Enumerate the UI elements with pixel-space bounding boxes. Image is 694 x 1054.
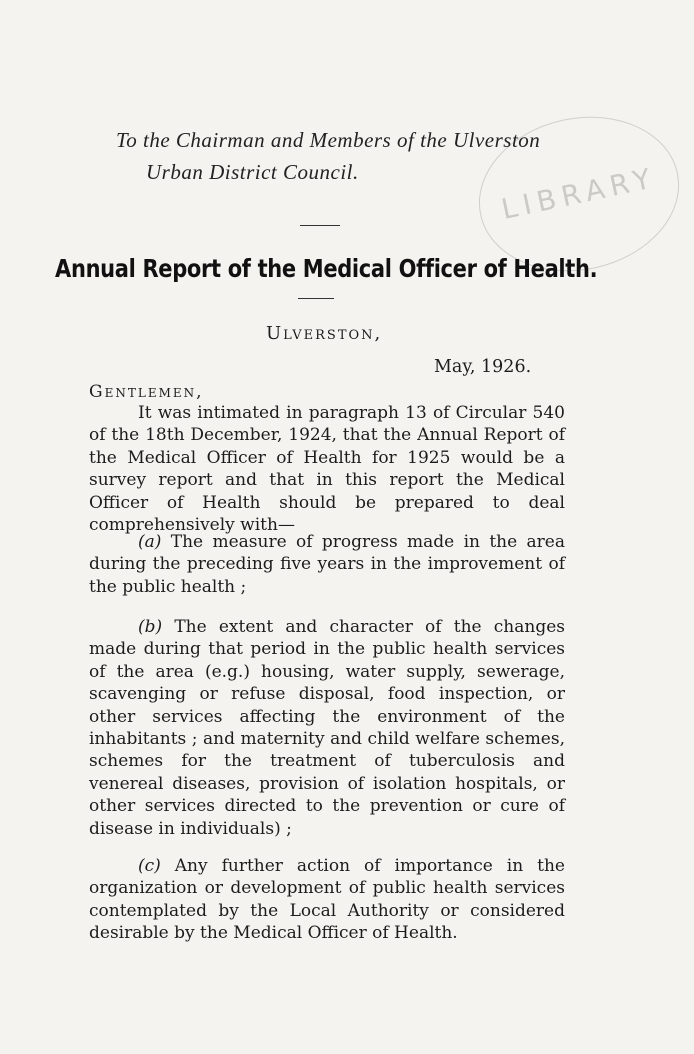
salutation: Gentlemen, — [89, 382, 204, 402]
divider-rule-bottom — [298, 298, 334, 299]
date-line: May, 1926. — [434, 357, 532, 377]
address-line-2: Urban District Council. — [146, 160, 359, 184]
list-item-c-label: (c) — [138, 856, 161, 876]
list-item-a — [89, 531, 565, 598]
report-title: Annual Report of the Medical Officer of Health. — [55, 254, 598, 283]
list-item-a-label: (a) — [138, 532, 162, 552]
divider-rule-top — [300, 225, 340, 226]
library-stamp-text: LIBRARY — [498, 161, 660, 227]
address-line-1: To the Chairman and Members of the Ulverston — [116, 128, 541, 152]
list-item-c-text: Any further action of importance in the organization or development of public health services contemplated by the Local Authority or considered desirable by the Medical Officer of Health. — [89, 856, 565, 944]
list-item-a-text: The measure of progress made in the area during the preceding five years in the improvement of the public health ; — [89, 532, 565, 597]
place-line: Ulverston, — [266, 323, 383, 344]
list-item-b — [89, 616, 565, 840]
intro-paragraph: It was intimated in paragraph 13 of Circular 540 of the 18th December, 1924, that the Annual Report of the Medical Officer of Health for 1925 would be a survey report and that in this report the Medical Officer of Health should be prepared to deal comprehensively with— — [89, 403, 565, 536]
list-item-c — [89, 855, 565, 945]
list-item-b-text: The extent and character of the changes made during that period in the public health services of the area (e.g.) housing, water supply, sewerage, scavenging or refuse disposal, food inspection, or other services affecting the environment of the inhabitants ; and maternity and child welfare schemes, schemes for the treatment of tuberculosis and venereal diseases, provision of isolation hospitals, or other services directed to the prevention or cure of disease in individuals) ; — [89, 617, 565, 839]
list-item-b-label: (b) — [138, 617, 163, 637]
